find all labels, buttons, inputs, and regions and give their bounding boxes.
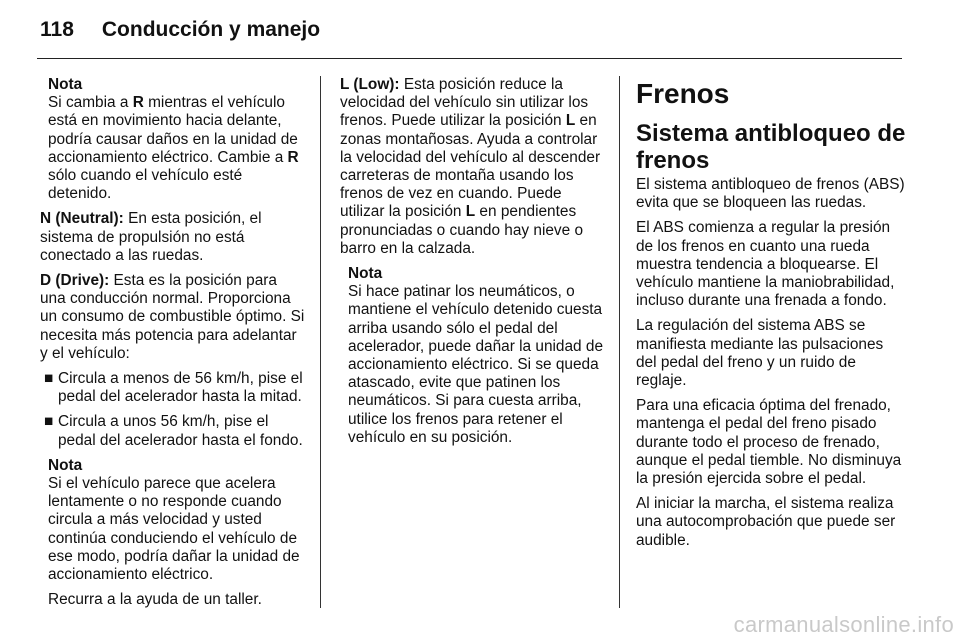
neutral-text: En esta posición, el sistema de propulsión no está conectado a las ruedas. [40,210,262,264]
note-title: Nota [48,456,83,474]
subsection-heading: Sistema antibloqueo de frenos [636,120,906,174]
paragraph: Para una eficacia óptima del frenado, mantenga el pedal del freno pisado durante todo el proceso de frenado, aunque el pedal tiemble. No disminuya la presión ejercida sobre el pedal. [636,397,902,488]
text-run: Esta posición reduce la velocidad del vehículo sin utilizar los frenos. Puede utilizar la posición [340,76,589,130]
text-run: en zonas montañosas. Ayuda a controlar la velocidad del vehículo al descender carreteras de montaña usando los frenos de vez en cuando. Puede utilizar la posición [340,112,601,221]
note-text [48,94,306,203]
note-text: Recurra a la ayuda de un taller. [48,591,262,609]
watermark: carmanualsonline.info [733,612,954,637]
column-divider-1 [320,76,321,608]
list-item [40,413,306,449]
note-box [48,457,306,610]
bullet-list [40,370,306,450]
page-number: 118 [40,18,74,41]
column-3 [636,76,906,557]
note-title: Nota [48,76,83,93]
note-text: Si el vehículo parece que acelera lentamente o no responde cuando circula a más velocidad y usted continúa conduciendo el vehículo de ese modo, podría dañar la unidad de accionamiento eléctrico. [48,475,300,584]
list-item-text: Circula a menos de 56 km/h, pise el pedal del acelerador hasta la mitad. [58,370,303,406]
note-box [348,265,605,447]
gear-letter-r: R [287,148,299,166]
paragraph: El ABS comienza a regular la presión de los frenos en cuanto una rueda muestra tendencia a bloquearse. El vehículo mantiene la maniobrabilidad, incluso durante una frenada a fondo. [636,219,895,310]
text-run: mientras el vehículo está en movimiento hacia delante, podría causar daños en la unidad de accionamiento eléctrico. Cambie a [48,94,298,166]
bullet-icon: ■ [44,413,54,431]
page-title: Conducción y manejo [101,18,321,41]
note-title: Nota [348,265,383,283]
header-rule [37,58,902,59]
bullet-icon: ■ [44,370,54,388]
drive-paragraph [40,272,306,363]
paragraph: La regulación del sistema ABS se manifiesta mediante las pulsaciones del pedal del freno y un ruido de reglaje. [636,317,884,390]
paragraph: El sistema antibloqueo de frenos (ABS) evita que se bloqueen las ruedas. [636,176,905,212]
neutral-paragraph [40,210,306,265]
text-run: Si cambia a [48,94,133,112]
drive-label: D (Drive): [40,272,110,290]
text-run: en pendientes pronunciadas o cuando hay nieve o barro en la calzada. [340,203,584,257]
note-text: Si hace patinar los neumáticos, o mantiene el vehículo detenido cuesta arriba usando sólo el pedal del acelerador, puede dañar la unidad de accionamiento eléctrico. Si se queda atascado, evite que patinen los neumáticos. Si para cuesta arriba, utilice los frenos para retener el vehículo en su posición. [348,283,604,446]
list-item [40,370,306,406]
section-heading: Frenos [636,78,730,109]
low-label: L (Low): [340,76,400,93]
text-run: sólo cuando el vehículo esté detenido. [48,167,243,203]
gear-letter-l: L [565,112,576,130]
drive-text: Esta es la posición para una conducción normal. Proporciona un consumo de combustible óptimo. Si necesita más potencia para adelantar y el vehículo: [40,272,305,362]
list-item-text: Circula a unos 56 km/h, pise el pedal del acelerador hasta el fondo. [58,413,303,449]
note-box [48,76,306,203]
column-divider-2 [619,76,620,608]
gear-letter-r: R [132,94,144,112]
column-1 [40,76,306,616]
page-header [40,18,320,42]
gear-letter-l: L [465,203,476,221]
column-2 [340,76,605,454]
neutral-label: N (Neutral): [40,210,124,228]
low-paragraph [340,76,605,258]
paragraph: Al iniciar la marcha, el sistema realiza una autocomprobación que puede ser audible. [636,495,896,549]
